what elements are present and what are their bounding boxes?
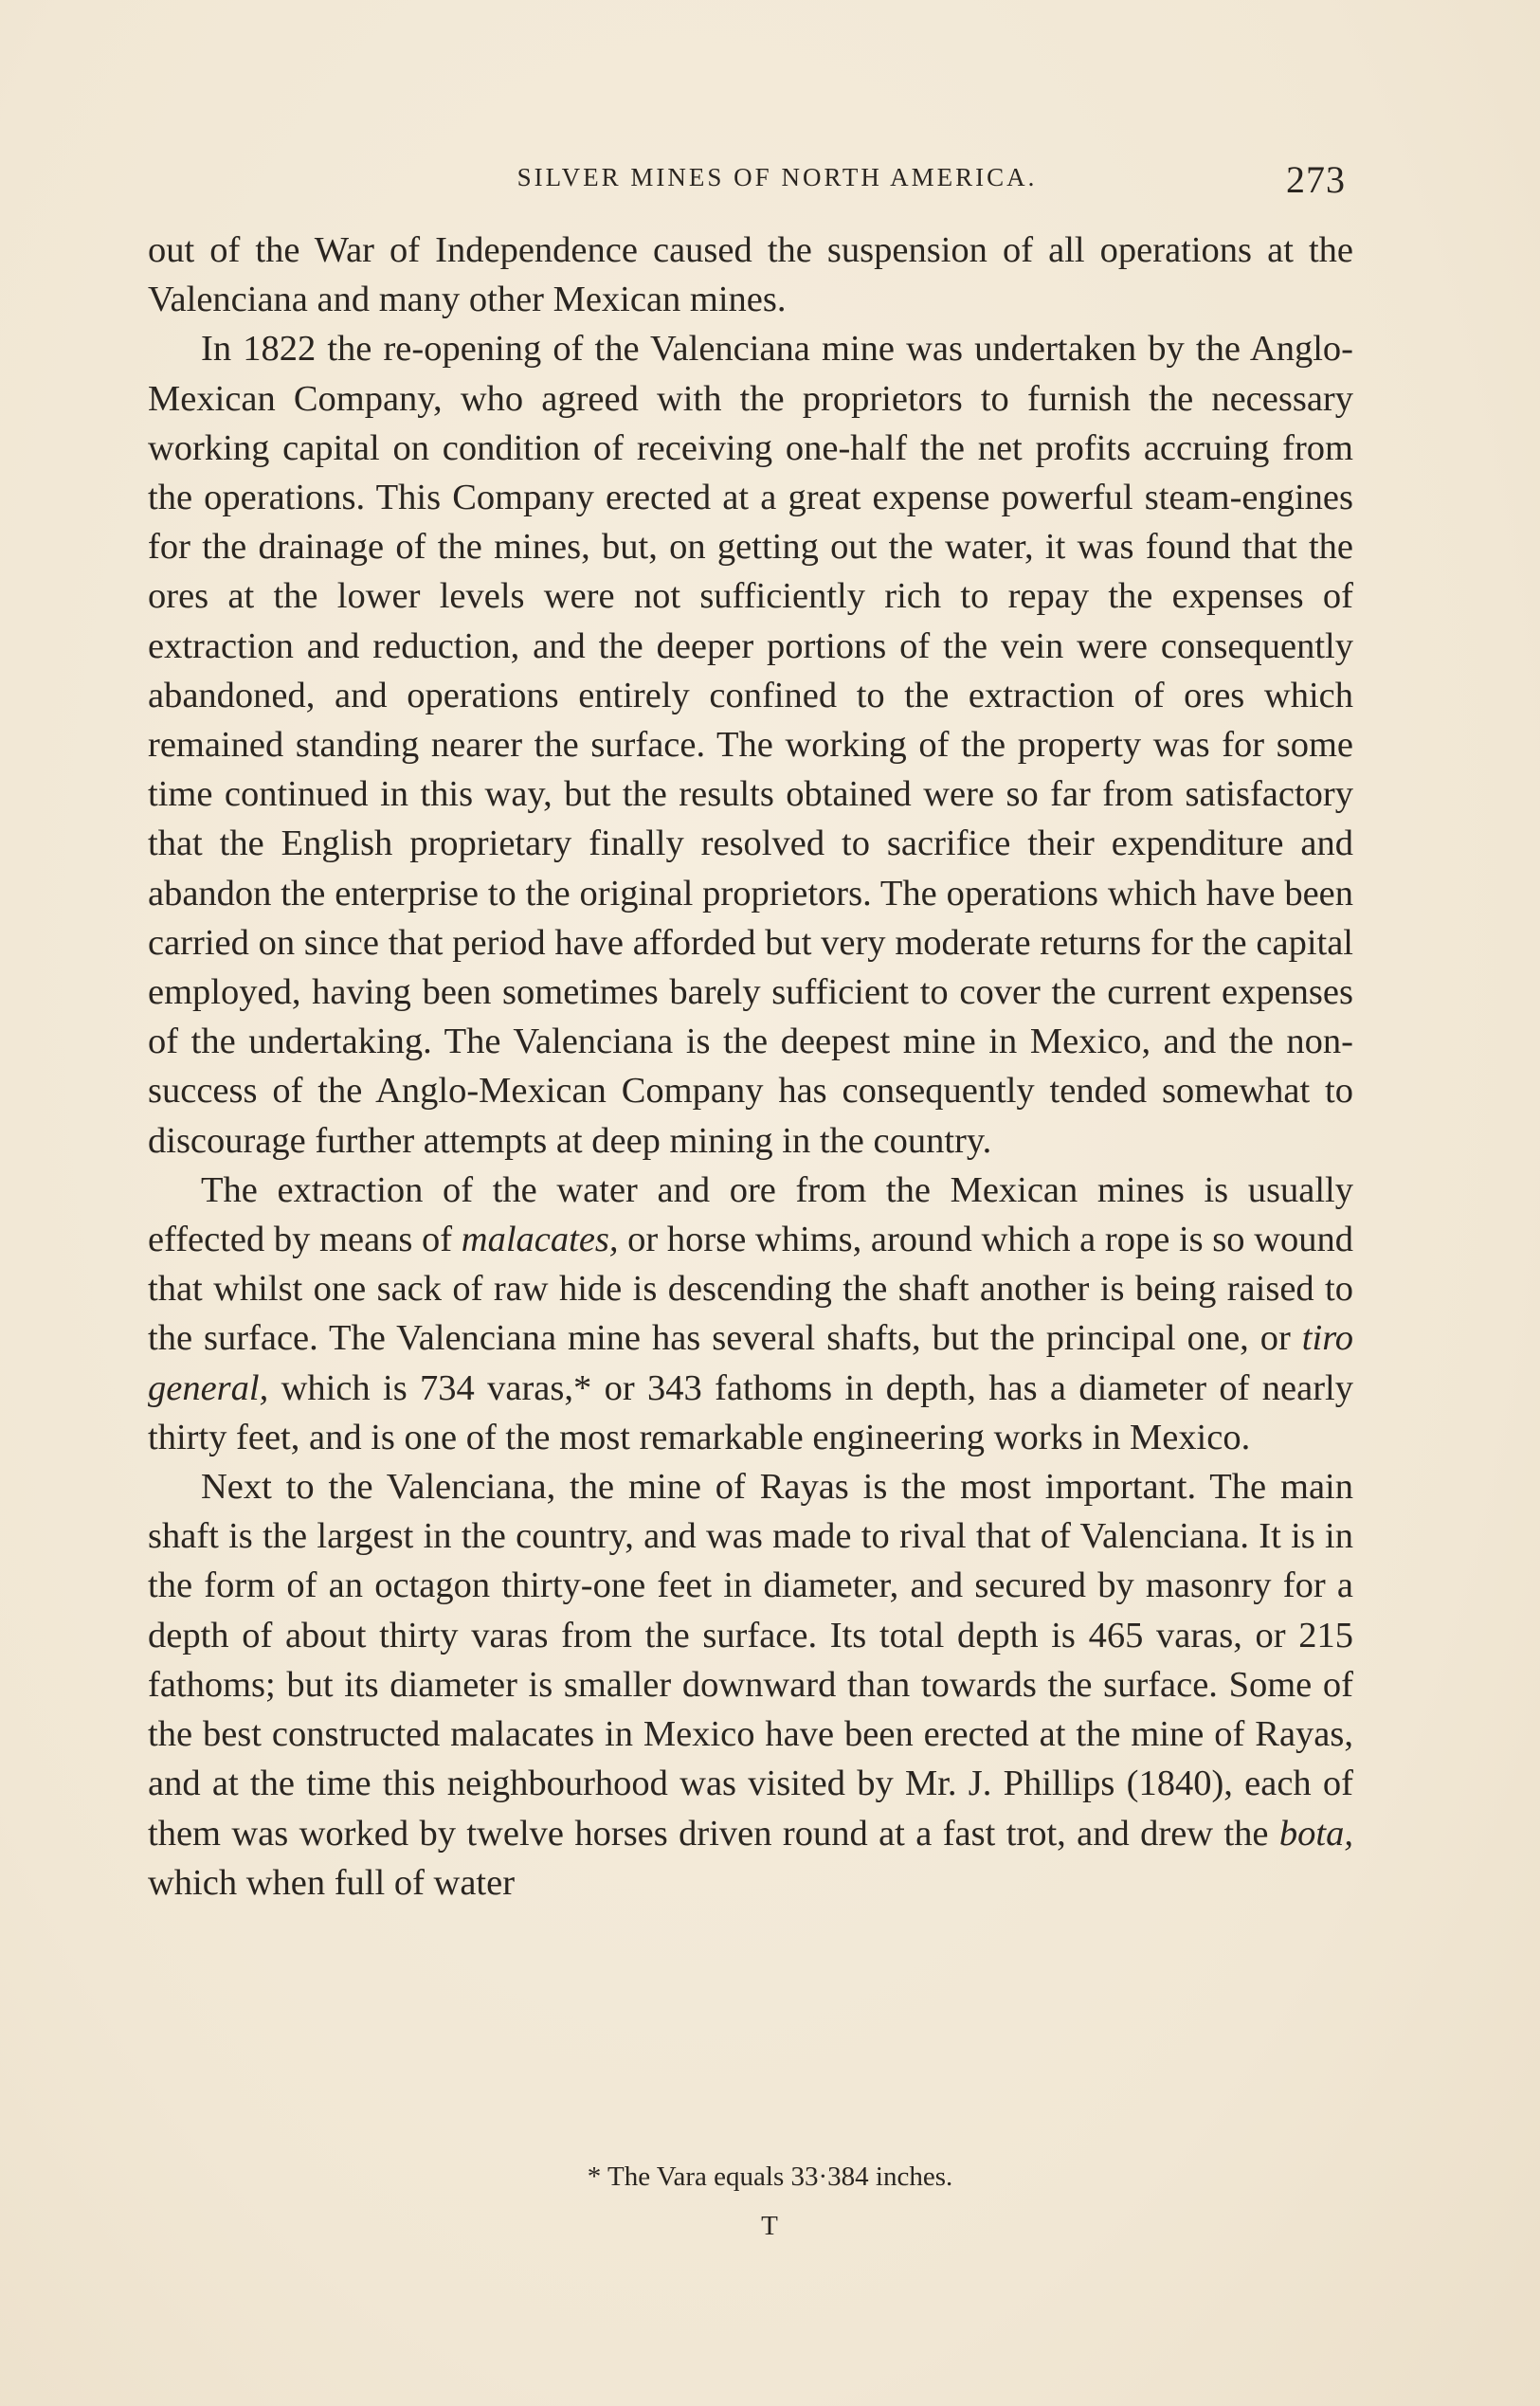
paragraph — [148, 1166, 1353, 1462]
running-title: SILVER MINES OF NORTH AMERICA. — [516, 163, 1038, 191]
italic-term: bota, — [1278, 1813, 1353, 1854]
paragraph — [148, 226, 1353, 324]
footnote: * The Vara equals 33·384 inches. — [587, 2162, 953, 2192]
italic-term: tiro general, — [148, 1318, 1353, 1408]
paragraph — [148, 324, 1353, 1165]
italic-term: malacates, — [461, 1220, 619, 1260]
body-text — [148, 226, 1353, 1908]
running-head — [152, 158, 1346, 201]
text-run: In 1822 the re-opening of the Valenciana mine was undertaken by the Anglo-Mexican Company, who agreed with the proprietors to furnish the necessary working capital on condition of receiving one-half the net profits accruing from the operations. This Company erected at a great expense powerful steam-engines for the drainage of the mines, but, on getting out the water, it was found that the ores at the lower levels were not sufficiently rich to repay the expenses of extraction and reduction, and the deeper portions of the vein were consequently abandoned, and operations entirely confined to the extraction of ores which remained standing nearer the surface. The working of the property was for some time continued in this way, but the results obtained were so far from satisfactory that the English proprietary finally resolved to sacrifice their expenditure and abandon the enterprise to the original proprietors. The operations which have been carried on since that period have afforded but very moderate returns for the capital employed, having been sometimes barely sufficient to cover the current expenses of the undertaking. The Valenciana is the deepest mine in Mexico, and the non-success of the Anglo-Mexican Company has consequently tended somewhat to discourage further attempts at deep mining in the country. — [148, 329, 1353, 1161]
text-run: which is 734 varas,* or 343 fathoms in depth, has a diameter of nearly thirty feet, and is one of the most remarkable engineering works in Mexico. — [148, 1367, 1353, 1457]
text-run: out of the War of Independence caused the suspension of all operations at the Valenciana and many other Mexican mines. — [148, 230, 1353, 320]
paragraph — [148, 1462, 1353, 1908]
text-run: Next to the Valenciana, the mine of Rayas is the most important. The main shaft is the largest in the country, and was made to rival that of Valenciana. It is in the form of an octagon thirty-one feet in diameter, and secured by masonry for a depth of about thirty varas from the surface. Its total depth is 465 varas, or 215 fathoms; but its diameter is smaller downward than towards the surface. Some of the best constructed malacates in Mexico have been erected at the mine of Rayas, and at the time this neighbourhood was visited by Mr. J. Phillips (1840), each of them was worked by twelve horses driven round at a fast trot, and drew the — [148, 1467, 1353, 1854]
text-run: which when full of water — [148, 1862, 516, 1903]
text-run: The extraction of the water and ore from the Mexican mines is usually effected by means of — [148, 1169, 1353, 1260]
page-number: 273 — [1286, 158, 1346, 201]
signature-mark: T — [761, 2211, 779, 2241]
text-run: or horse whims, around which a rope is so wound that whilst one sack of raw hide is descending the shaft another is being raised to the surface. The Valenciana mine has several shafts, but the principal one, or — [148, 1220, 1353, 1359]
